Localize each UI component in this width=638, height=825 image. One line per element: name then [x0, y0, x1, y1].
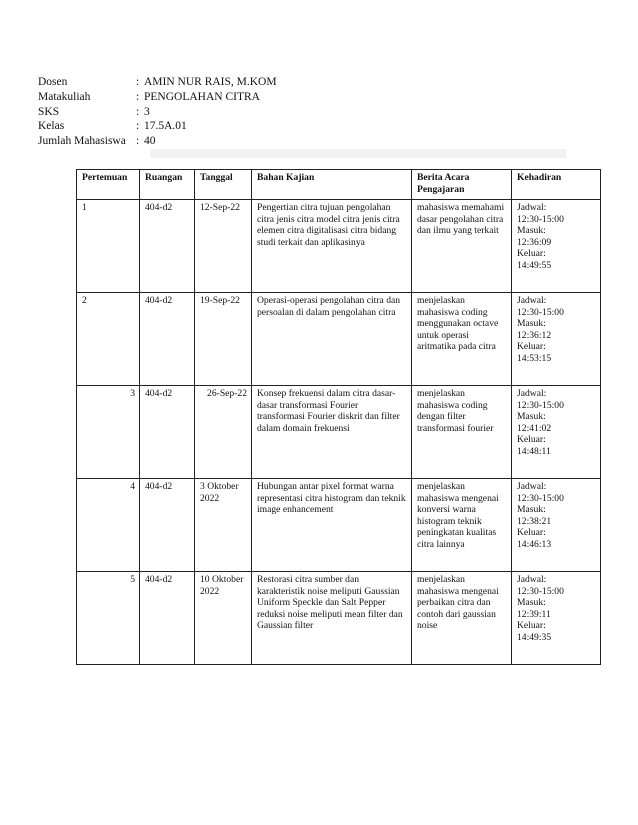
cell-kehadiran: Jadwal: 12:30-15:00 Masuk: 12:36:09 Keluar: 14:49:55	[512, 200, 601, 293]
cell-kehadiran: Jadwal: 12:30-15:00 Masuk: 12:36:12 Keluar: 14:53:15	[512, 293, 601, 386]
column-header-pertemuan: Pertemuan	[77, 170, 140, 200]
teaching-log-table	[76, 169, 601, 665]
column-header-kehadiran: Kehadiran	[512, 170, 601, 200]
column-header-ruangan: Ruangan	[140, 170, 195, 200]
course-info	[38, 75, 277, 149]
cell-ruangan: 404-d2	[140, 386, 195, 479]
pertemuan-number: 3	[130, 388, 135, 399]
cell-berita-acara: mahasiswa memahami dasar pengolahan citra dan ilmu yang terkait	[412, 200, 512, 293]
cell-berita-acara: menjelaskan mahasiswa coding dengan filter transformasi fourier	[412, 386, 512, 479]
cell-tanggal: 10 Oktober 2022	[195, 572, 252, 665]
column-header-tanggal: Tanggal	[195, 170, 252, 200]
pertemuan-number: 2	[82, 295, 87, 306]
cell-berita-acara: menjelaskan mahasiswa mengenai perbaikan citra dan contoh dari gaussian noise	[412, 572, 512, 665]
cell-bahan-kajian: Konsep frekuensi dalam citra dasar-dasar transformasi Fourier transformasi Fourier diskrit dan filter dalam domain frekuensi	[252, 386, 412, 479]
cell-ruangan: 404-d2	[140, 572, 195, 665]
info-separator: :	[136, 120, 140, 133]
cell-ruangan: 404-d2	[140, 200, 195, 293]
column-header-berita-acara: Berita Acara Pengajaran	[412, 170, 512, 200]
info-separator: :	[136, 76, 140, 88]
cell-kehadiran: Jadwal: 12:30-15:00 Masuk: 12:39:11 Keluar: 14:49:35	[512, 572, 601, 665]
table-header-row	[77, 170, 601, 200]
table-row	[77, 293, 601, 386]
cell-pertemuan	[77, 572, 140, 665]
info-row-sks	[38, 105, 277, 120]
pertemuan-number: 5	[130, 574, 135, 585]
info-label: Kelas	[38, 120, 65, 133]
cell-kehadiran: Jadwal: 12:30-15:00 Masuk: 12:41:02 Keluar: 14:48:11	[512, 386, 601, 479]
cell-bahan-kajian: Pengertian citra tujuan pengolahan citra jenis citra model citra jenis citra elemen citra digitalisasi citra bidang studi terkait dan aplikasinya	[252, 200, 412, 293]
info-value: 3	[144, 105, 150, 118]
info-row-kelas	[38, 119, 277, 134]
pertemuan-number: 1	[82, 202, 87, 213]
cell-bahan-kajian: Hubungan antar pixel format warna representasi citra histogram dan teknik image enhancement	[252, 479, 412, 572]
info-value: 17.5A.01	[144, 120, 187, 133]
pertemuan-number: 4	[130, 481, 135, 492]
cell-tanggal: 26-Sep-22	[195, 386, 252, 479]
table-row	[77, 479, 601, 572]
table-row	[77, 200, 601, 293]
cell-pertemuan	[77, 386, 140, 479]
cell-tanggal: 3 Oktober 2022	[195, 479, 252, 572]
info-label: Jumlah Mahasiswa	[38, 135, 126, 148]
info-separator: :	[136, 105, 140, 118]
info-row-jumlah-mahasiswa	[38, 134, 277, 149]
table-row	[77, 572, 601, 665]
column-header-bahan-kajian: Bahan Kajian	[252, 170, 412, 200]
cell-pertemuan	[77, 479, 140, 572]
cell-pertemuan	[77, 293, 140, 386]
info-value: 40	[144, 135, 156, 148]
info-label: Matakuliah	[38, 90, 91, 103]
cell-berita-acara: menjelaskan mahasiswa mengenai konversi warna histogram teknik peningkatan kualitas citra lainnya	[412, 479, 512, 572]
cell-tanggal: 12-Sep-22	[195, 200, 252, 293]
cell-pertemuan	[77, 200, 140, 293]
info-value: PENGOLAHAN CITRA	[144, 90, 260, 103]
info-value: AMIN NUR RAIS, M.KOM	[144, 76, 277, 88]
cell-bahan-kajian: Operasi-operasi pengolahan citra dan persoalan di dalam pengolahan citra	[252, 293, 412, 386]
cell-ruangan: 404-d2	[140, 479, 195, 572]
cell-bahan-kajian: Restorasi citra sumber dan karakteristik noise meliputi Gaussian Uniform Speckle dan Salt Pepper reduksi noise meliputi mean filter dan Gaussian filter	[252, 572, 412, 665]
cell-berita-acara: menjelaskan mahasiswa coding menggunakan octave untuk operasi aritmatika pada citra	[412, 293, 512, 386]
info-label: Dosen	[38, 76, 68, 88]
info-separator: :	[136, 135, 140, 148]
info-row-dosen	[38, 75, 277, 90]
table-row	[77, 386, 601, 479]
shaded-band	[150, 149, 566, 158]
cell-kehadiran: Jadwal: 12:30-15:00 Masuk: 12:38:21 Keluar: 14:46:13	[512, 479, 601, 572]
info-row-matakuliah	[38, 90, 277, 105]
info-label: SKS	[38, 105, 60, 118]
cell-tanggal: 19-Sep-22	[195, 293, 252, 386]
info-separator: :	[136, 90, 140, 103]
cell-ruangan: 404-d2	[140, 293, 195, 386]
